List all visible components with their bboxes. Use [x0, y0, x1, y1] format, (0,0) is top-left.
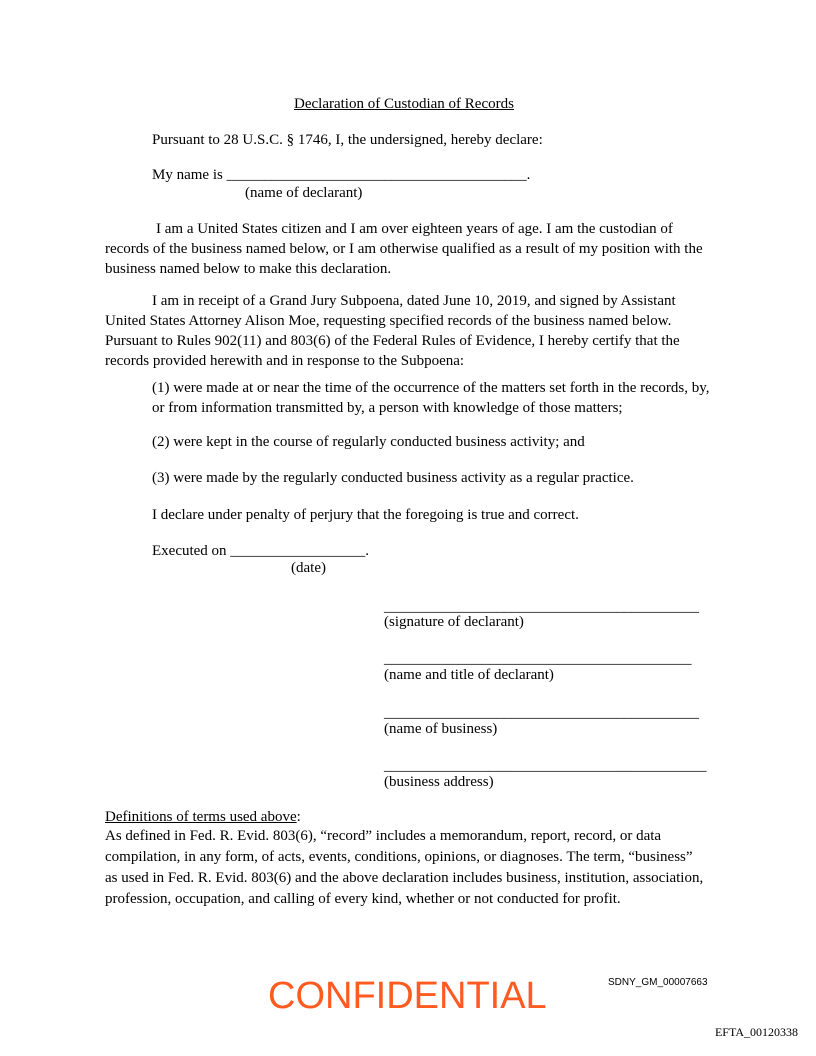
certification-item-1: (1) were made at or near the time of the occurrence of the matters set forth in the records, by, or from information transmitted by, a person with knowledge of those matters; [152, 380, 710, 416]
citizen-paragraph: I am a United States citizen and I am over eighteen years of age. I am the custodian of records of the business named below, or I am otherwise qualified as a result of my position with the business named below to make this declaration. [105, 221, 703, 277]
business-address-line: ___________________________________________ [384, 758, 707, 774]
subpoena-paragraph: I am in receipt of a Grand Jury Subpoena, dated June 10, 2019, and signed by Assistant United States Attorney Alison Moe, requesting specified records of the business named below. Pursuant to Rules 902(11) and 803(6) of the Federal Rules of Evidence, I hereby certify that the records provided herewith and in response to the Subpoena: [105, 293, 680, 369]
business-name-line: __________________________________________ [384, 705, 699, 721]
business-address-caption: (business address) [384, 774, 494, 790]
signature-line: __________________________________________ [384, 599, 699, 615]
pursuant-statement: Pursuant to 28 U.S.C. § 1746, I, the undersigned, hereby declare: [152, 132, 543, 148]
name-title-line: _________________________________________ [384, 651, 692, 667]
definitions-heading [105, 807, 301, 827]
business-name-caption: (name of business) [384, 721, 498, 737]
certification-item-2: (2) were kept in the course of regularly conducted business activity; and [152, 434, 585, 450]
confidential-stamp: CONFIDENTIAL [268, 975, 547, 1017]
definitions-heading-colon: : [296, 809, 301, 825]
executed-line: Executed on __________________. [152, 543, 370, 559]
signature-caption: (signature of declarant) [384, 614, 524, 630]
document-title: Declaration of Custodian of Records [294, 96, 514, 112]
date-caption: (date) [291, 560, 326, 576]
name-line: My name is ________________________________________. [152, 167, 531, 183]
name-caption: (name of declarant) [245, 185, 363, 201]
efta-number: EFTA_00120338 [714, 1025, 798, 1039]
bates-number: SDNY_GM_00007663 [608, 977, 708, 988]
definitions-body: As defined in Fed. R. Evid. 803(6), “record” includes a memorandum, report, record, or data compilation, in any form, of acts, events, conditions, opinions, or diagnoses. The term, “business” as used in Fed. R. Evid. 803(6) and the above declaration includes business, institution, association, profession, occupation, and calling of every kind, whether or not conducted for profit. [105, 828, 704, 907]
perjury-declaration: I declare under penalty of perjury that the foregoing is true and correct. [152, 507, 579, 523]
definitions-heading-text: Definitions of terms used above [105, 809, 297, 825]
certification-item-3: (3) were made by the regularly conducted business activity as a regular practice. [152, 470, 634, 486]
name-title-caption: (name and title of declarant) [384, 667, 554, 683]
